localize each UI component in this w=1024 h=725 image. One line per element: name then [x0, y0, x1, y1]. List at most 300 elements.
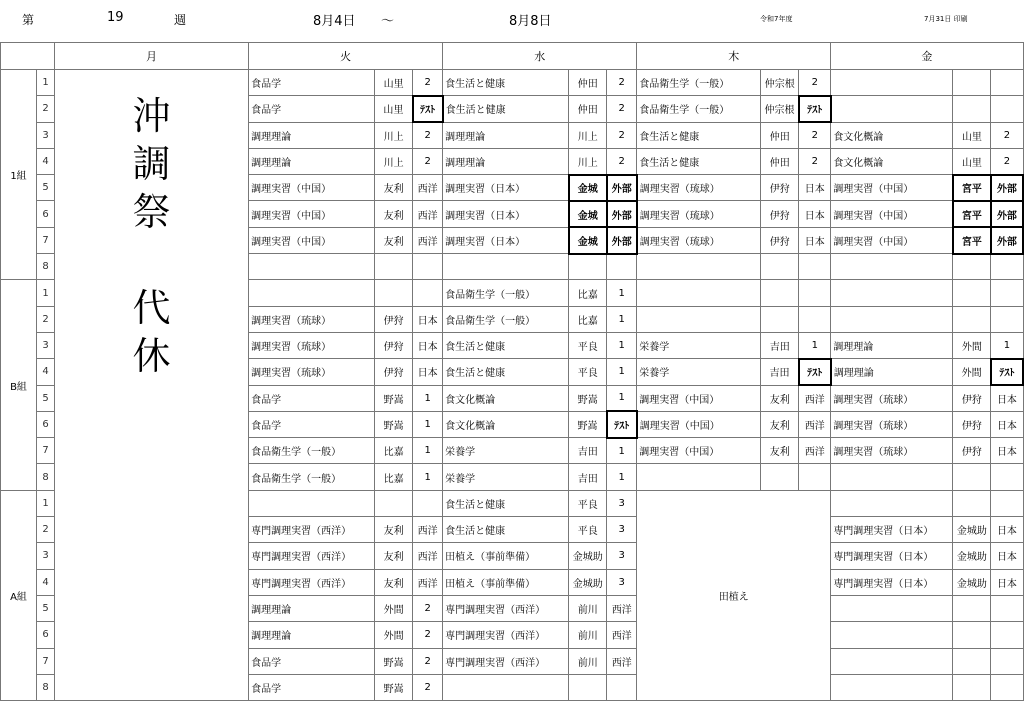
group-label: B組 [1, 280, 37, 490]
week-number: 19 [107, 10, 124, 25]
teacher-cell [953, 490, 991, 516]
subject-cell: 調理実習（中国） [831, 227, 953, 253]
teacher-cell [953, 96, 991, 122]
room-cell: 外部 [607, 201, 637, 227]
room-cell: 日本 [991, 411, 1023, 437]
teacher-cell: 野嵩 [569, 385, 607, 411]
room-cell [799, 254, 831, 280]
teacher-cell: 吉田 [569, 464, 607, 490]
room-cell [991, 306, 1023, 332]
teacher-cell [761, 280, 799, 306]
subject-cell: 調理実習（琉球） [249, 306, 375, 332]
teacher-cell: 金城助 [569, 569, 607, 595]
day-header-1: 火 [249, 43, 443, 70]
teacher-cell: 伊狩 [953, 385, 991, 411]
room-cell: 西洋 [799, 411, 831, 437]
period-number: 6 [37, 622, 55, 648]
period-number: 3 [37, 543, 55, 569]
subject-cell [637, 306, 761, 332]
subject-cell: 食文化概論 [443, 385, 569, 411]
subject-cell: 食生活と健康 [443, 70, 569, 96]
subject-cell: 調理実習（琉球） [637, 227, 761, 253]
room-cell: 西洋 [413, 569, 443, 595]
teacher-cell: 比嘉 [375, 438, 413, 464]
room-cell: 西洋 [607, 595, 637, 621]
subject-cell: 調理実習（中国） [831, 175, 953, 201]
teacher-cell: 伊狩 [953, 411, 991, 437]
teacher-cell: 伊狩 [761, 227, 799, 253]
subject-cell: 食生活と健康 [637, 122, 761, 148]
period-number: 2 [37, 306, 55, 332]
monday-note-char: 調 [132, 142, 171, 186]
room-cell [607, 674, 637, 700]
subject-cell [831, 595, 953, 621]
room-cell: 2 [991, 122, 1023, 148]
teacher-cell: 金城助 [953, 569, 991, 595]
subject-cell: 食品学 [249, 70, 375, 96]
subject-cell: 調理実習（中国） [249, 201, 375, 227]
subject-cell [831, 280, 953, 306]
teacher-cell: 平良 [569, 359, 607, 385]
period-number: 4 [37, 569, 55, 595]
teacher-cell: 野嵩 [375, 411, 413, 437]
room-cell: 2 [607, 148, 637, 174]
teacher-cell: 金城 [569, 201, 607, 227]
teacher-cell [953, 595, 991, 621]
period-number: 5 [37, 175, 55, 201]
teacher-cell: 伊狩 [375, 332, 413, 358]
subject-cell: 栄養学 [637, 359, 761, 385]
subject-cell [249, 280, 375, 306]
start-date: 8月4日 [313, 14, 356, 29]
room-cell: 1 [413, 385, 443, 411]
subject-cell: 調理実習（中国） [637, 385, 761, 411]
room-cell [413, 280, 443, 306]
teacher-cell: 友利 [761, 385, 799, 411]
room-cell: 3 [607, 517, 637, 543]
teacher-cell: 外間 [375, 595, 413, 621]
subject-cell: 調理実習（中国） [637, 411, 761, 437]
period-number: 5 [37, 595, 55, 621]
teacher-cell: 山里 [375, 96, 413, 122]
subject-cell: 食品衛生学（一般） [443, 306, 569, 332]
room-cell: ﾃｽﾄ [991, 359, 1023, 385]
period-number: 1 [37, 70, 55, 96]
day-header-2: 水 [443, 43, 637, 70]
subject-cell: 食生活と健康 [443, 517, 569, 543]
teacher-cell [761, 306, 799, 332]
subject-cell: 専門調理実習（西洋） [443, 622, 569, 648]
teacher-cell: 宮平 [953, 175, 991, 201]
subject-cell: 調理実習（琉球） [831, 438, 953, 464]
subject-cell: 調理実習（琉球） [831, 411, 953, 437]
monday-holiday-note [55, 70, 249, 701]
teacher-cell: 比嘉 [375, 464, 413, 490]
week-prefix: 第 [22, 13, 35, 27]
subject-cell [637, 280, 761, 306]
subject-cell: 専門調理実習（日本） [831, 569, 953, 595]
room-cell: 3 [607, 543, 637, 569]
room-cell: 2 [413, 595, 443, 621]
room-cell: 1 [607, 438, 637, 464]
room-cell: 2 [413, 122, 443, 148]
subject-cell: 食生活と健康 [443, 96, 569, 122]
room-cell: 日本 [799, 227, 831, 253]
room-cell: 日本 [991, 517, 1023, 543]
teacher-cell: 外間 [953, 359, 991, 385]
teacher-cell: 仲宗根 [761, 96, 799, 122]
day-header-4: 金 [831, 43, 1023, 70]
teacher-cell: 友利 [761, 411, 799, 437]
room-cell: 日本 [991, 543, 1023, 569]
subject-cell [249, 254, 375, 280]
room-cell [799, 280, 831, 306]
subject-cell [637, 464, 761, 490]
room-cell: 外部 [991, 175, 1023, 201]
teacher-cell: 外間 [375, 622, 413, 648]
teacher-cell: 野嵩 [375, 385, 413, 411]
room-cell [799, 306, 831, 332]
teacher-cell: 宮平 [953, 201, 991, 227]
teacher-cell: 比嘉 [569, 280, 607, 306]
room-cell [991, 254, 1023, 280]
teacher-cell: 伊狩 [375, 306, 413, 332]
room-cell: 3 [607, 569, 637, 595]
room-cell: 2 [413, 70, 443, 96]
room-cell: 2 [413, 674, 443, 700]
teacher-cell: 前川 [569, 622, 607, 648]
teacher-cell: 野嵩 [375, 648, 413, 674]
room-cell [607, 254, 637, 280]
teacher-cell: 川上 [569, 122, 607, 148]
room-cell [799, 464, 831, 490]
room-cell: 外部 [991, 227, 1023, 253]
room-cell [991, 70, 1023, 96]
room-cell: ﾃｽﾄ [799, 359, 831, 385]
teacher-cell: 金城助 [953, 543, 991, 569]
subject-cell: 栄養学 [443, 438, 569, 464]
period-number: 1 [37, 490, 55, 516]
subject-cell: 調理理論 [831, 359, 953, 385]
monday-note-char: 代 [132, 286, 171, 330]
subject-cell [831, 464, 953, 490]
teacher-cell: 川上 [375, 148, 413, 174]
period-number: 8 [37, 674, 55, 700]
teacher-cell: 伊狩 [375, 359, 413, 385]
monday-note-char: 沖 [132, 94, 171, 138]
teacher-cell: 川上 [375, 122, 413, 148]
room-cell [991, 96, 1023, 122]
teacher-cell: 吉田 [569, 438, 607, 464]
room-cell: 1 [607, 464, 637, 490]
teacher-cell [569, 674, 607, 700]
subject-cell: 調理理論 [443, 122, 569, 148]
room-cell: 2 [607, 70, 637, 96]
subject-cell: 食生活と健康 [443, 490, 569, 516]
room-cell: 2 [413, 648, 443, 674]
subject-cell: 専門調理実習（西洋） [249, 517, 375, 543]
subject-cell: 調理実習（琉球） [637, 201, 761, 227]
room-cell: 1 [607, 332, 637, 358]
subject-cell: 食品学 [249, 648, 375, 674]
teacher-cell [953, 254, 991, 280]
teacher-cell [761, 464, 799, 490]
subject-cell [831, 306, 953, 332]
teacher-cell [953, 648, 991, 674]
subject-cell [831, 674, 953, 700]
teacher-cell: 前川 [569, 595, 607, 621]
room-cell: 1 [413, 438, 443, 464]
teacher-cell: 友利 [375, 175, 413, 201]
room-cell: 日本 [413, 306, 443, 332]
fiscal-year: 令和7年度 [760, 15, 793, 23]
timetable [0, 42, 1024, 701]
subject-cell: 調理実習（中国） [637, 438, 761, 464]
teacher-cell [375, 254, 413, 280]
print-date: 7月31日 印刷 [924, 15, 968, 23]
room-cell: 日本 [413, 332, 443, 358]
room-cell: ﾃｽﾄ [413, 96, 443, 122]
teacher-cell: 宮平 [953, 227, 991, 253]
teacher-cell: 山里 [375, 70, 413, 96]
subject-cell [831, 490, 953, 516]
room-cell [991, 648, 1023, 674]
room-cell: 2 [799, 148, 831, 174]
room-cell [991, 464, 1023, 490]
subject-cell: 田植え（事前準備） [443, 543, 569, 569]
room-cell [413, 254, 443, 280]
room-cell: 2 [991, 148, 1023, 174]
period-number: 7 [37, 227, 55, 253]
monday-note-char [57, 236, 246, 284]
subject-cell: 調理実習（日本） [443, 201, 569, 227]
teacher-cell: 野嵩 [375, 674, 413, 700]
room-cell: 西洋 [607, 622, 637, 648]
subject-cell: 食品衛生学（一般） [637, 96, 761, 122]
room-cell: 日本 [413, 359, 443, 385]
room-cell: 2 [607, 96, 637, 122]
day-header-row [1, 43, 1024, 70]
period-number: 4 [37, 359, 55, 385]
subject-cell [831, 622, 953, 648]
subject-cell: 調理理論 [249, 122, 375, 148]
room-cell: 1 [607, 280, 637, 306]
subject-cell [831, 96, 953, 122]
subject-cell: 調理理論 [249, 148, 375, 174]
teacher-cell: 仲田 [761, 122, 799, 148]
subject-cell: 調理実習（日本） [443, 227, 569, 253]
room-cell: 2 [413, 148, 443, 174]
room-cell: 2 [799, 70, 831, 96]
room-cell: 日本 [799, 201, 831, 227]
period-number: 8 [37, 254, 55, 280]
subject-cell: 専門調理実習（西洋） [443, 648, 569, 674]
subject-cell: 食文化概論 [831, 148, 953, 174]
teacher-cell: 平良 [569, 517, 607, 543]
date-range-separator: ～ [381, 14, 395, 29]
subject-cell: 調理実習（琉球） [637, 175, 761, 201]
subject-cell: 調理実習（琉球） [249, 359, 375, 385]
room-cell: 1 [413, 411, 443, 437]
teacher-cell: 仲田 [761, 148, 799, 174]
teacher-cell: 友利 [375, 227, 413, 253]
teacher-cell: 吉田 [761, 332, 799, 358]
room-cell [991, 622, 1023, 648]
room-cell: 外部 [607, 227, 637, 253]
room-cell: 西洋 [607, 648, 637, 674]
room-cell: 日本 [799, 175, 831, 201]
room-cell: 1 [991, 332, 1023, 358]
room-cell: ﾃｽﾄ [607, 411, 637, 437]
subject-cell [443, 674, 569, 700]
period-number: 5 [37, 385, 55, 411]
subject-cell: 調理実習（日本） [443, 175, 569, 201]
subject-cell: 食文化概論 [443, 411, 569, 437]
room-cell: 西洋 [799, 438, 831, 464]
subject-cell [831, 254, 953, 280]
subject-cell: 専門調理実習（日本） [831, 543, 953, 569]
period-number: 4 [37, 148, 55, 174]
teacher-cell: 金城助 [569, 543, 607, 569]
subject-cell: 食生活と健康 [443, 332, 569, 358]
corner-cell [1, 43, 55, 70]
teacher-cell: 比嘉 [569, 306, 607, 332]
room-cell: 1 [607, 306, 637, 332]
room-cell: 1 [607, 359, 637, 385]
room-cell: 1 [413, 464, 443, 490]
room-cell: 日本 [991, 569, 1023, 595]
teacher-cell: 外間 [953, 332, 991, 358]
teacher-cell [375, 490, 413, 516]
teacher-cell: 平良 [569, 332, 607, 358]
subject-cell: 食品学 [249, 96, 375, 122]
subject-cell: 食品衛生学（一般） [249, 438, 375, 464]
teacher-cell [375, 280, 413, 306]
room-cell: 西洋 [413, 175, 443, 201]
period-number: 6 [37, 201, 55, 227]
subject-cell: 調理理論 [249, 622, 375, 648]
period-number: 3 [37, 122, 55, 148]
subject-cell: 調理理論 [443, 148, 569, 174]
monday-note-char: 休 [132, 334, 171, 378]
teacher-cell: 友利 [375, 569, 413, 595]
teacher-cell [953, 464, 991, 490]
room-cell: 2 [413, 622, 443, 648]
teacher-cell: 山里 [953, 122, 991, 148]
teacher-cell: 友利 [375, 517, 413, 543]
teacher-cell: 金城助 [953, 517, 991, 543]
teacher-cell [953, 674, 991, 700]
room-cell: 1 [799, 332, 831, 358]
room-cell: 1 [607, 385, 637, 411]
subject-cell: 調理実習（中国） [249, 227, 375, 253]
period-number: 2 [37, 96, 55, 122]
teacher-cell: 川上 [569, 148, 607, 174]
subject-cell [831, 70, 953, 96]
subject-cell: 食生活と健康 [443, 359, 569, 385]
subject-cell: 食品衛生学（一般） [443, 280, 569, 306]
subject-cell: 専門調理実習（西洋） [249, 569, 375, 595]
room-cell [991, 280, 1023, 306]
subject-cell: 田植え（事前準備） [443, 569, 569, 595]
room-cell: 3 [607, 490, 637, 516]
room-cell: 外部 [607, 175, 637, 201]
teacher-cell [761, 254, 799, 280]
subject-cell [831, 648, 953, 674]
period-number: 1 [37, 280, 55, 306]
teacher-cell: 吉田 [761, 359, 799, 385]
subject-cell [249, 490, 375, 516]
teacher-cell: 仲宗根 [761, 70, 799, 96]
subject-cell: 調理実習（琉球） [249, 332, 375, 358]
teacher-cell: 野嵩 [569, 411, 607, 437]
teacher-cell: 仲田 [569, 96, 607, 122]
subject-cell: 専門調理実習（日本） [831, 517, 953, 543]
room-cell [413, 490, 443, 516]
room-cell: 2 [799, 122, 831, 148]
subject-cell: 食文化概論 [831, 122, 953, 148]
period-number: 7 [37, 648, 55, 674]
teacher-cell: 金城 [569, 175, 607, 201]
teacher-cell: 山里 [953, 148, 991, 174]
room-cell: 西洋 [413, 517, 443, 543]
teacher-cell: 伊狩 [761, 175, 799, 201]
room-cell: 西洋 [413, 227, 443, 253]
subject-cell: 専門調理実習（西洋） [249, 543, 375, 569]
day-header-3: 木 [637, 43, 831, 70]
room-cell [991, 490, 1023, 516]
subject-cell: 調理実習（中国） [249, 175, 375, 201]
teacher-cell: 金城 [569, 227, 607, 253]
room-cell: 西洋 [799, 385, 831, 411]
subject-cell: 調理理論 [249, 595, 375, 621]
group-label: 1組 [1, 70, 37, 280]
room-cell [991, 674, 1023, 700]
week-suffix: 週 [174, 13, 187, 27]
subject-cell: 食品衛生学（一般） [637, 70, 761, 96]
day-header-0: 月 [55, 43, 249, 70]
room-cell: 西洋 [413, 543, 443, 569]
teacher-cell: 前川 [569, 648, 607, 674]
thursday-rice-planting: 田植え [637, 490, 831, 700]
subject-cell: 栄養学 [443, 464, 569, 490]
end-date: 8月8日 [509, 14, 552, 29]
teacher-cell [569, 254, 607, 280]
teacher-cell: 平良 [569, 490, 607, 516]
room-cell: 日本 [991, 385, 1023, 411]
subject-cell: 調理理論 [831, 332, 953, 358]
period-number: 2 [37, 517, 55, 543]
room-cell: 日本 [991, 438, 1023, 464]
teacher-cell [953, 306, 991, 332]
room-cell: 2 [607, 122, 637, 148]
teacher-cell [953, 280, 991, 306]
teacher-cell [953, 70, 991, 96]
subject-cell: 専門調理実習（西洋） [443, 595, 569, 621]
subject-cell: 食品学 [249, 411, 375, 437]
teacher-cell: 友利 [375, 201, 413, 227]
period-number: 8 [37, 464, 55, 490]
teacher-cell: 伊狩 [953, 438, 991, 464]
room-cell: 西洋 [413, 201, 443, 227]
subject-cell: 食品衛生学（一般） [249, 464, 375, 490]
period-number: 3 [37, 332, 55, 358]
monday-note-char: 祭 [132, 190, 171, 234]
teacher-cell: 友利 [761, 438, 799, 464]
subject-cell: 調理実習（琉球） [831, 385, 953, 411]
subject-cell: 食品学 [249, 385, 375, 411]
table-row [1, 70, 1024, 96]
